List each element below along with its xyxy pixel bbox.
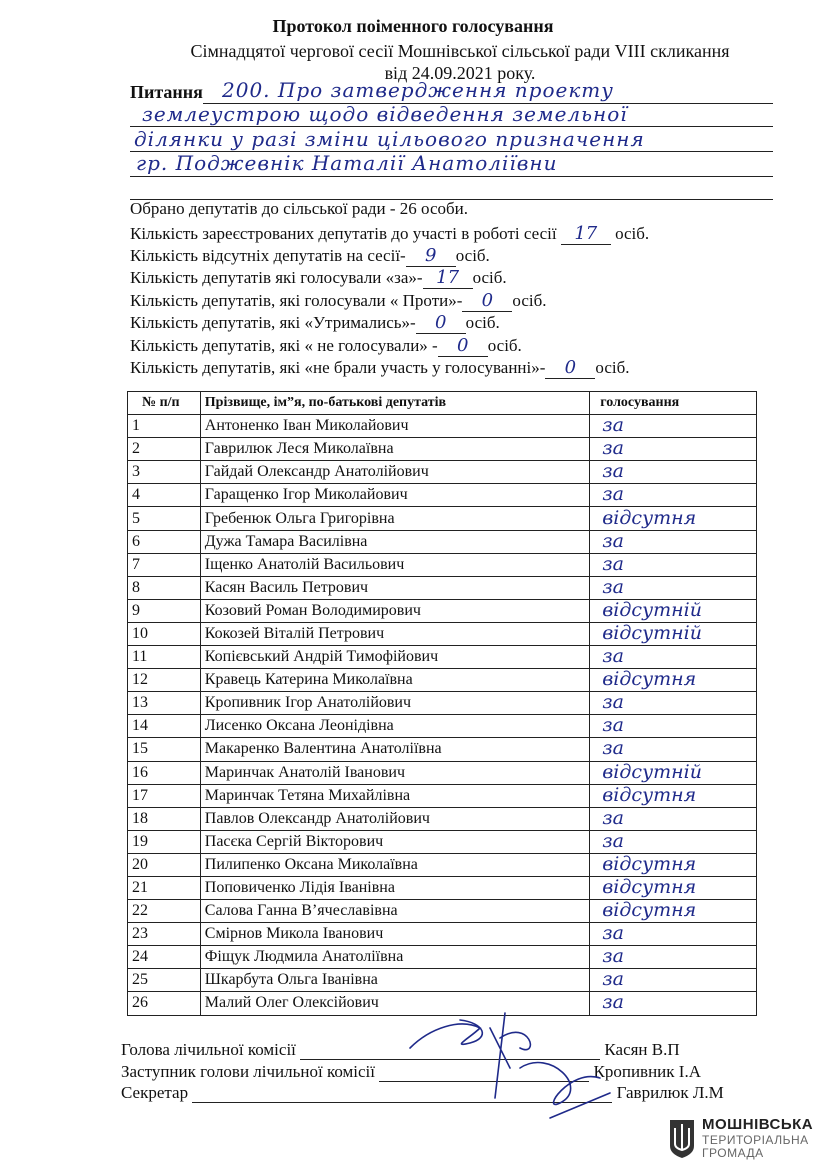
against-label: Кількість депутатів, які голосували « Проти»-: [130, 291, 463, 310]
deputy-name: Іщенко Анатолій Васильович: [200, 553, 589, 576]
vote-result: [590, 622, 757, 645]
registered-stat: [130, 223, 649, 245]
vote-result: [590, 715, 757, 738]
row-number: 4: [128, 484, 201, 507]
vote-handwriting: за: [602, 968, 624, 991]
trident-icon: [668, 1116, 696, 1160]
table-row: [128, 853, 757, 876]
table-row: [128, 969, 757, 992]
absent-unit: осіб.: [455, 246, 490, 265]
against-fill: [462, 290, 512, 312]
row-number: 6: [128, 530, 201, 553]
vote-result: [590, 484, 757, 507]
not-participated-value: 0: [564, 357, 577, 378]
vote-handwriting: за: [602, 945, 624, 968]
table-row: [128, 507, 757, 530]
row-number: 22: [128, 900, 201, 923]
logo-line-3: ГРОМАДА: [702, 1146, 764, 1160]
table-row: [128, 876, 757, 899]
deputy-name: Антоненко Іван Миколайович: [200, 415, 589, 438]
table-row: [128, 530, 757, 553]
deputy-name: Гайдай Олександр Анатолійович: [200, 461, 589, 484]
handwritten-signatures: [400, 1008, 640, 1128]
vote-handwriting: відсутній: [602, 598, 702, 621]
community-logo: [668, 1116, 814, 1162]
vote-handwriting: за: [602, 483, 624, 506]
vote-handwriting: за: [602, 529, 624, 552]
row-number: 23: [128, 923, 201, 946]
vote-handwriting: за: [602, 437, 624, 460]
row-number: 10: [128, 622, 201, 645]
row-number: 5: [128, 507, 201, 530]
vote-handwriting: відсутня: [602, 506, 697, 529]
row-number: 15: [128, 738, 201, 761]
abstain-fill: [416, 312, 466, 334]
table-row: [128, 946, 757, 969]
table-body: [128, 415, 757, 1015]
registered-unit: осіб.: [615, 224, 650, 243]
vote-handwriting: за: [602, 645, 624, 668]
question-text-line-1: 200. Про затвердження проекту: [222, 78, 614, 102]
voting-table: [127, 391, 757, 1016]
vote-result: [590, 807, 757, 830]
vote-result: [590, 576, 757, 599]
not-voted-label: Кількість депутатів, які « не голосували» -: [130, 336, 438, 355]
registered-value: 17: [574, 223, 598, 244]
absent-fill: [406, 245, 456, 267]
secretary-name: Гаврилюк Л.М: [616, 1083, 724, 1102]
header-vote: голосування: [590, 392, 757, 415]
deputy-name: Кропивник Ігор Анатолійович: [200, 692, 589, 715]
table-row: [128, 461, 757, 484]
chair-signature-stroke: [410, 1020, 482, 1048]
not-participated-unit: осіб.: [595, 358, 630, 377]
for-unit: осіб.: [472, 268, 507, 287]
row-number: 9: [128, 599, 201, 622]
logo-line-2: ТЕРИТОРІАЛЬНА: [702, 1133, 809, 1147]
row-number: 19: [128, 830, 201, 853]
question-underline-4: [130, 176, 773, 177]
absent-stat: [130, 245, 490, 267]
deputy-name: Павлов Олександр Анатолійович: [200, 807, 589, 830]
deputy-name: Кравець Катерина Миколаївна: [200, 669, 589, 692]
deputy-name: Смірнов Микола Іванович: [200, 923, 589, 946]
vote-handwriting: за: [602, 575, 624, 598]
row-number: 17: [128, 784, 201, 807]
secretary-label: Секретар: [121, 1083, 189, 1102]
vote-result: [590, 669, 757, 692]
not-voted-value: 0: [456, 335, 469, 356]
vote-result: [590, 969, 757, 992]
deputy-name: Гаращенко Ігор Миколайович: [200, 484, 589, 507]
vote-handwriting: відсутня: [602, 876, 697, 899]
vote-result: [590, 415, 757, 438]
for-stat: [130, 267, 507, 289]
deputy-name: Салова Ганна В’ячеславівна: [200, 900, 589, 923]
row-number: 1: [128, 415, 201, 438]
deputy-name: Пилипенко Оксана Миколаївна: [200, 853, 589, 876]
table-row: [128, 646, 757, 669]
registered-label: Кількість зареєстрованих депутатів до участі в роботі сесії: [130, 224, 557, 243]
vote-result: [590, 692, 757, 715]
logo-line-1: МОШНІВСЬКА: [702, 1116, 814, 1133]
table-row: [128, 715, 757, 738]
deputy-name: Кропивник І.А: [593, 1062, 701, 1081]
deputy-name: Лисенко Оксана Леонідівна: [200, 715, 589, 738]
deputy-name: Дужа Тамара Василівна: [200, 530, 589, 553]
deputy-name: Гребенюк Ольга Григорівна: [200, 507, 589, 530]
absent-value: 9: [424, 245, 437, 266]
registered-fill: [561, 223, 611, 245]
vote-handwriting: відсутня: [602, 668, 697, 691]
vote-result: [590, 784, 757, 807]
deputy-name: Гаврилюк Леся Миколаївна: [200, 438, 589, 461]
vote-result: [590, 738, 757, 761]
vote-result: [590, 946, 757, 969]
not-participated-stat: [130, 357, 630, 379]
table-row: [128, 761, 757, 784]
vote-handwriting: за: [602, 414, 624, 437]
row-number: 24: [128, 946, 201, 969]
abstain-unit: осіб.: [465, 313, 500, 332]
vote-result: [590, 830, 757, 853]
vote-handwriting: відсутня: [602, 783, 697, 806]
not-participated-label: Кількість депутатів, які «не брали участь у голосуванні»-: [130, 358, 546, 377]
vote-handwriting: за: [602, 806, 624, 829]
row-number: 25: [128, 969, 201, 992]
row-number: 20: [128, 853, 201, 876]
abstain-label: Кількість депутатів, які «Утримались»-: [130, 313, 416, 332]
table-row: [128, 900, 757, 923]
absent-label: Кількість відсутніх депутатів на сесії-: [130, 246, 406, 265]
vote-handwriting: відсутня: [602, 852, 697, 875]
not-voted-unit: осіб.: [487, 336, 522, 355]
vote-result: [590, 553, 757, 576]
vote-handwriting: за: [602, 737, 624, 760]
chair-name: Касян В.П: [604, 1040, 680, 1059]
table-row: [128, 553, 757, 576]
row-number: 14: [128, 715, 201, 738]
deputy-name: Пасєка Сергій Вікторович: [200, 830, 589, 853]
table-row: [128, 784, 757, 807]
row-number: 21: [128, 876, 201, 899]
question-text-line-2: землеустрою щодо відведення земельної: [142, 102, 628, 126]
table-row: [128, 738, 757, 761]
deputy-name: Шкарбута Ольга Іванівна: [200, 969, 589, 992]
row-number: 11: [128, 646, 201, 669]
row-number: 12: [128, 669, 201, 692]
table-row: [128, 830, 757, 853]
vote-result: [590, 923, 757, 946]
chair-label: Голова лічильної комісії: [121, 1040, 296, 1059]
deputy-name: Козовий Роман Володимирович: [200, 599, 589, 622]
vote-handwriting: за: [602, 829, 624, 852]
vote-handwriting: за: [602, 691, 624, 714]
deputy-signature-stroke: [490, 1013, 530, 1098]
vote-result: [590, 646, 757, 669]
table-row: [128, 669, 757, 692]
vote-handwriting: відсутній: [602, 621, 702, 644]
document-title: Протокол поіменного голосування: [272, 16, 554, 36]
vote-result: [590, 876, 757, 899]
deputy-label: Заступник голови лічильної комісії: [121, 1062, 376, 1081]
question-text-line-3: ділянки у разі зміни цільового призначення: [134, 127, 645, 151]
not-voted-fill: [438, 335, 488, 357]
table-row: [128, 484, 757, 507]
deputy-name: Копієвський Андрій Тимофійович: [200, 646, 589, 669]
vote-handwriting: за: [602, 991, 624, 1014]
abstain-value: 0: [434, 312, 447, 333]
row-number: 18: [128, 807, 201, 830]
subtitle-date: від 24.09.2021 року.: [384, 63, 536, 83]
deputy-name: Макаренко Валентина Анатоліївна: [200, 738, 589, 761]
vote-handwriting: за: [602, 552, 624, 575]
table-row: [128, 438, 757, 461]
row-number: 13: [128, 692, 201, 715]
against-stat: [130, 290, 547, 312]
secretary-signature-stroke: [520, 1063, 610, 1118]
vote-handwriting: за: [602, 460, 624, 483]
header-name: Прізвище, ім”я, по-батькові депутатів: [200, 392, 589, 415]
deputy-name: Маринчак Тетяна Михайлівна: [200, 784, 589, 807]
vote-result: [590, 461, 757, 484]
table-row: [128, 622, 757, 645]
vote-result: [590, 530, 757, 553]
elected-count: Обрано депутатів до сільської ради - 26 особи.: [130, 199, 469, 218]
against-value: 0: [481, 290, 494, 311]
vote-result: [590, 438, 757, 461]
question-text-line-4: гр. Поджевнік Наталії Анатоліївни: [136, 151, 558, 175]
not-voted-stat: [130, 335, 522, 357]
table-row: [128, 807, 757, 830]
vote-result: [590, 507, 757, 530]
deputy-name: Малий Олег Олексійович: [200, 992, 589, 1015]
table-row: [128, 923, 757, 946]
deputy-name: Фіщук Людмила Анатоліївна: [200, 946, 589, 969]
row-number: 8: [128, 576, 201, 599]
vote-handwriting: за: [602, 714, 624, 737]
vote-result: [590, 761, 757, 784]
subtitle-line-1: Сімнадцятої чергової сесії Мошнівської сільської ради VIII скликання: [190, 41, 730, 61]
deputy-name: Касян Василь Петрович: [200, 576, 589, 599]
for-fill: [423, 267, 473, 289]
vote-handwriting: відсутній: [602, 760, 702, 783]
against-unit: осіб.: [512, 291, 547, 310]
row-number: 3: [128, 461, 201, 484]
table-row: [128, 692, 757, 715]
deputy-name: Кокозей Віталій Петрович: [200, 622, 589, 645]
table-row: [128, 415, 757, 438]
for-value: 17: [436, 267, 460, 288]
vote-handwriting: відсутня: [602, 899, 697, 922]
row-number: 26: [128, 992, 201, 1015]
vote-result: [590, 853, 757, 876]
row-number: 7: [128, 553, 201, 576]
vote-handwriting: за: [602, 922, 624, 945]
abstain-stat: [130, 312, 500, 334]
deputy-name: Маринчак Анатолій Іванович: [200, 761, 589, 784]
vote-result: [590, 900, 757, 923]
row-number: 2: [128, 438, 201, 461]
deputy-name: Поповиченко Лідія Іванівна: [200, 876, 589, 899]
not-participated-fill: [545, 357, 595, 379]
table-header-row: [128, 392, 757, 415]
for-label: Кількість депутатів які голосували «за»-: [130, 268, 423, 287]
vote-result: [590, 599, 757, 622]
row-number: 16: [128, 761, 201, 784]
question-label: Питання: [130, 82, 203, 102]
table-row: [128, 599, 757, 622]
header-number: № п/п: [128, 392, 201, 415]
table-row: [128, 576, 757, 599]
